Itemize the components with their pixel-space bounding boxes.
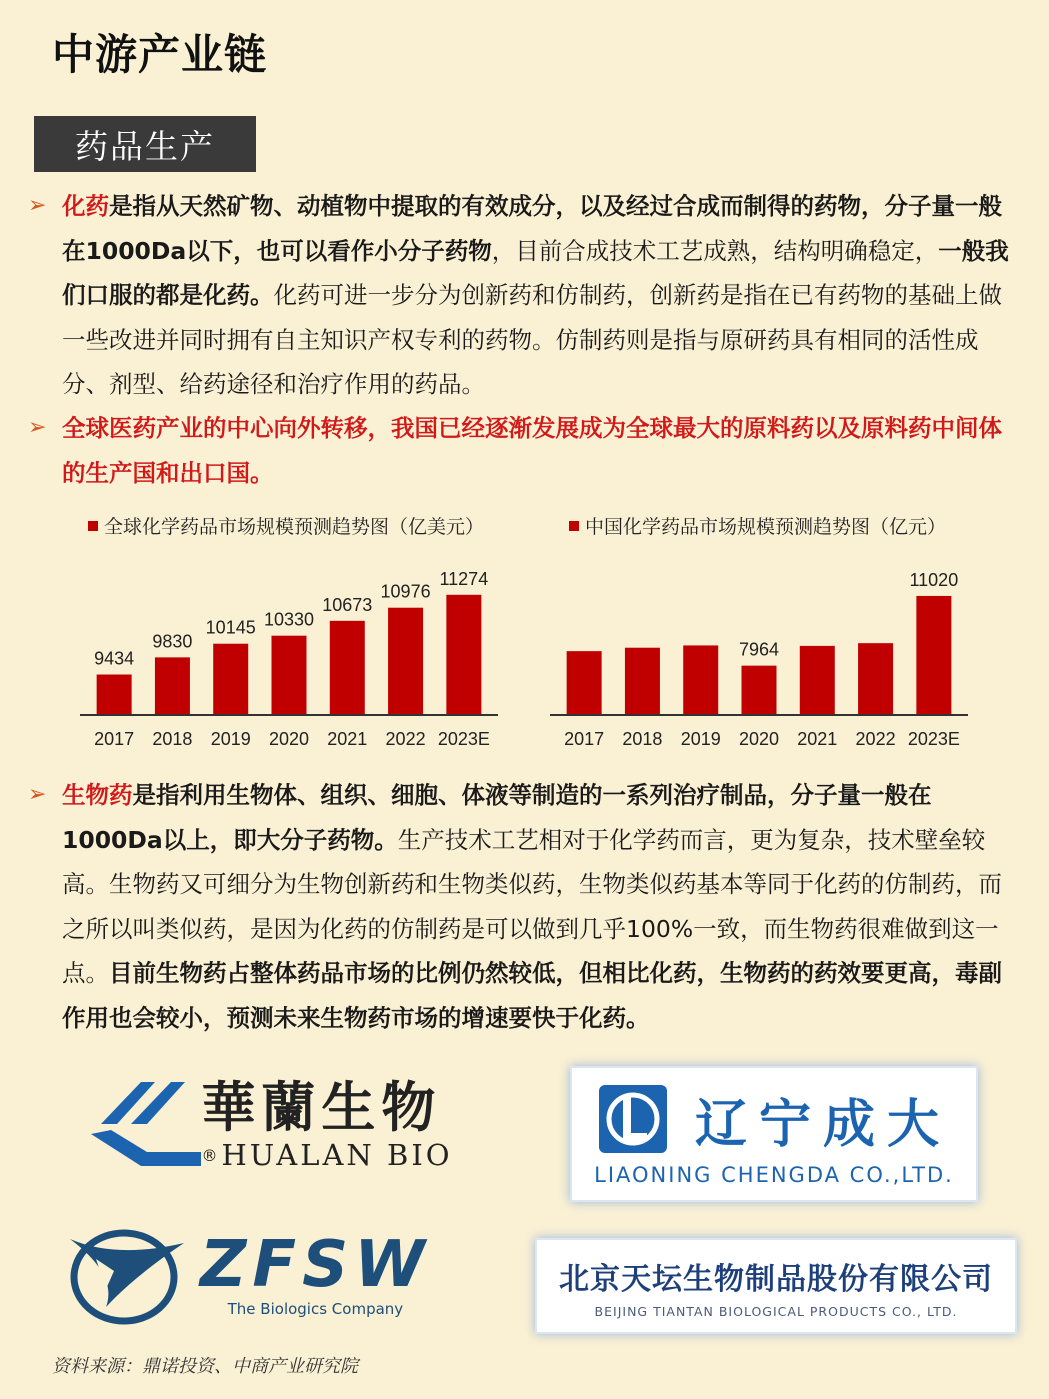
p1-bold-definition: 是指从天然矿物、动植物中提取的有效成分，以及经过合成而制得的药物，分子量一般在1000Da以下，也可以看作小分子药物 bbox=[62, 192, 1002, 265]
section-badge: 药品生产 bbox=[34, 116, 256, 172]
chart-china-title bbox=[569, 512, 946, 539]
x-tick-2017: 2017 bbox=[94, 729, 135, 749]
paragraph-biologics bbox=[28, 773, 1024, 1040]
x-tick-2022: 2022 bbox=[385, 729, 426, 749]
logo-hualan-bio bbox=[72, 1068, 462, 1180]
hualan-english: HUALAN BIO bbox=[221, 1138, 453, 1172]
p1-bold-oral: 一般我们口服的都是化药。 bbox=[62, 236, 1009, 309]
p3-bold-outlook: 目前生物药占整体药品市场的比例仍然较低，但相比化药，生物药的药效要更高，毒副作用也会较小，预测未来生物药市场的增速要快于化药。 bbox=[62, 959, 1002, 1032]
p1-normal-rest: 化药可进一步分为创新药和仿制药，创新药是指在已有药物的基础上做一些改进并同时拥有自主知识产权专利的药物。仿制药则是指与原研药具有相同的活性成分、剂型、给药途径和治疗作用的药品。 bbox=[62, 281, 1002, 398]
bar-2023E bbox=[446, 595, 481, 715]
legend-swatch-icon bbox=[569, 521, 579, 531]
paragraph-chemical-drugs bbox=[28, 184, 1024, 407]
data-label-2023E: 11020 bbox=[909, 569, 959, 590]
bar-2022 bbox=[388, 608, 423, 715]
bar-2019 bbox=[683, 645, 718, 715]
bar-2020 bbox=[742, 666, 777, 715]
bar-2021 bbox=[800, 646, 835, 715]
logo-zfsw bbox=[66, 1214, 446, 1334]
p3-bold-definition: 是指利用生物体、组织、细胞、体液等制造的一系列治疗制品，分子量一般在1000Da以上，即大分子药物。 bbox=[62, 781, 932, 854]
term-chemical-drug: 化药 bbox=[62, 192, 109, 220]
x-tick-2020: 2020 bbox=[268, 729, 310, 749]
chart-global-title-text: 全球化学药品市场规模预测趋势图（亿美元） bbox=[104, 516, 485, 538]
chart-global-market bbox=[80, 555, 498, 755]
x-tick-2021: 2021 bbox=[797, 729, 838, 749]
hualan-mark-icon bbox=[81, 1074, 201, 1174]
data-label-2022: 10976 bbox=[380, 581, 431, 602]
zfsw-wordmark: ZFSW bbox=[200, 1228, 431, 1302]
arrow-bullet-icon: ➢ bbox=[28, 415, 47, 440]
data-label-2018: 9830 bbox=[152, 631, 193, 652]
p3-normal-text: 生产技术工艺相对于化学药而言，更为复杂，技术壁垒较高。生物药又可细分为生物创新药和生物类似药，生物类似药基本等同于化药的仿制药，而之所以叫类似药，是因为化药的仿制药是可以做到几乎100%一致，而生物药很难做到这一点。 bbox=[62, 825, 1002, 987]
page-title: 中游产业链 bbox=[52, 30, 268, 79]
x-tick-2020: 2020 bbox=[738, 729, 780, 749]
x-tick-2023E: 2023E bbox=[907, 729, 960, 749]
data-label-2021: 10673 bbox=[322, 594, 373, 615]
data-label-2019: 10145 bbox=[205, 617, 256, 638]
term-biologic-drug: 生物药 bbox=[62, 781, 133, 809]
arrow-bullet-icon: ➢ bbox=[28, 193, 47, 218]
tiantan-chinese: 北京天坛生物制品股份有限公司 bbox=[559, 1261, 993, 1297]
bar-2018 bbox=[625, 648, 660, 715]
x-tick-2019: 2019 bbox=[210, 729, 251, 749]
data-label-2020: 10330 bbox=[263, 609, 315, 630]
zfsw-mark-icon bbox=[66, 1219, 186, 1329]
data-label-2017: 9434 bbox=[94, 648, 135, 669]
chengda-mark-icon bbox=[597, 1083, 669, 1155]
x-tick-2019: 2019 bbox=[680, 729, 721, 749]
bar-2020 bbox=[272, 636, 307, 715]
x-tick-2023E: 2023E bbox=[437, 729, 490, 749]
bar-2021 bbox=[330, 621, 365, 715]
logo-liaoning-chengda bbox=[570, 1066, 978, 1202]
bar-2023E bbox=[916, 596, 951, 715]
bar-2017 bbox=[567, 651, 602, 715]
chart-global-title bbox=[88, 512, 484, 539]
chart-china-title-text: 中国化学药品市场规模预测趋势图（亿元） bbox=[585, 516, 947, 538]
x-tick-2022: 2022 bbox=[855, 729, 896, 749]
x-tick-2017: 2017 bbox=[564, 729, 605, 749]
bar-2017 bbox=[97, 675, 132, 715]
bar-2022 bbox=[858, 643, 893, 715]
hualan-chinese: 華蘭生物 bbox=[201, 1075, 442, 1139]
tiantan-english: BEIJING TIANTAN BIOLOGICAL PRODUCTS CO., LTD. bbox=[594, 1303, 958, 1319]
p1-normal-text: ，目前合成技术工艺成熟，结构明确稳定， bbox=[491, 236, 939, 265]
x-tick-2018: 2018 bbox=[152, 729, 193, 749]
arrow-bullet-icon: ➢ bbox=[28, 782, 47, 807]
zfsw-tagline: The Biologics Company bbox=[227, 1300, 404, 1318]
logo-beijing-tiantan bbox=[535, 1238, 1017, 1334]
registered-mark: ® bbox=[201, 1145, 218, 1165]
x-tick-2021: 2021 bbox=[327, 729, 368, 749]
data-label-2020: 7964 bbox=[738, 639, 780, 660]
data-label-2023E: 11274 bbox=[439, 568, 489, 589]
chart-china-market bbox=[550, 555, 968, 755]
paragraph-industry-shift bbox=[28, 406, 1024, 495]
x-tick-2018: 2018 bbox=[622, 729, 663, 749]
legend-swatch-icon bbox=[88, 521, 98, 531]
p2-red-text: 全球医药产业的中心向外转移，我国已经逐渐发展成为全球最大的原料药以及原料药中间体的生产国和出口国。 bbox=[62, 414, 1002, 487]
chengda-chinese: 辽宁成大 bbox=[694, 1094, 951, 1155]
bar-2019 bbox=[213, 644, 248, 715]
source-note: 资料来源：鼎诺投资、中商产业研究院 bbox=[52, 1356, 358, 1377]
bar-2018 bbox=[155, 657, 190, 715]
chengda-english: LIAONING CHENGDA CO.,LTD. bbox=[594, 1162, 954, 1187]
